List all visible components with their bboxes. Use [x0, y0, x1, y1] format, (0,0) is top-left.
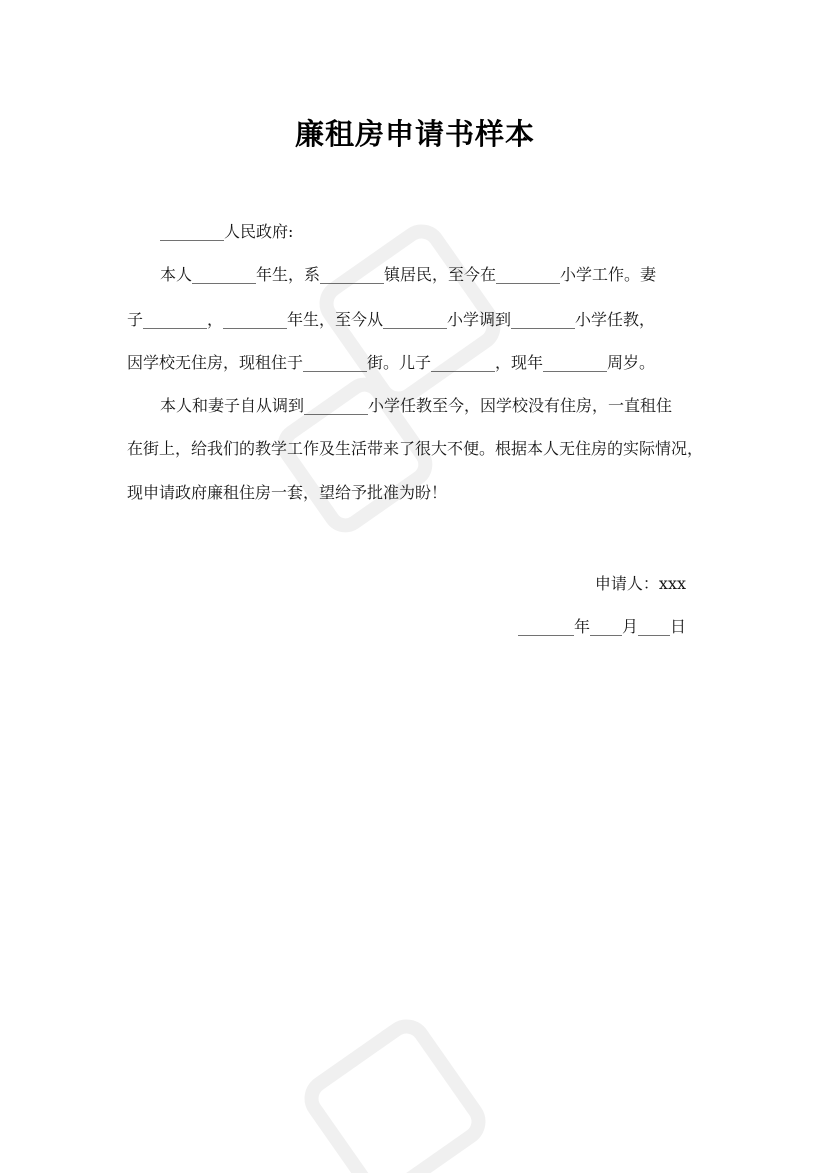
paragraph-2-line-2: 在街上，给我们的教学工作及生活带来了很大不便。根据本人无住房的实际情况， — [127, 439, 704, 458]
salutation: ________人民政府: — [160, 222, 294, 241]
paragraph-1-line-3: 因学校无住房，现租住于________街。儿子________，现年________周岁。 — [127, 353, 656, 372]
paragraph-1-line-1: 本人________年生，系________镇居民，至今在________小学工作。妻 — [160, 265, 657, 284]
page-title: 廉租房申请书样本 — [294, 117, 535, 151]
applicant-signature: 申请人：xxx — [594, 574, 686, 593]
watermark-lower — [304, 1019, 485, 1173]
paragraph-2-line-3: 现申请政府廉租住房一套，望给予批准为盼！ — [127, 483, 448, 502]
date-line: _______年____月____日 — [517, 617, 686, 636]
paragraph-2-line-1: 本人和妻子自从调到________小学任教至今，因学校没有住房，一直租住 — [160, 396, 673, 415]
paragraph-1-line-2: 子________，________年生，至今从________小学调到________小学任教， — [127, 310, 656, 329]
